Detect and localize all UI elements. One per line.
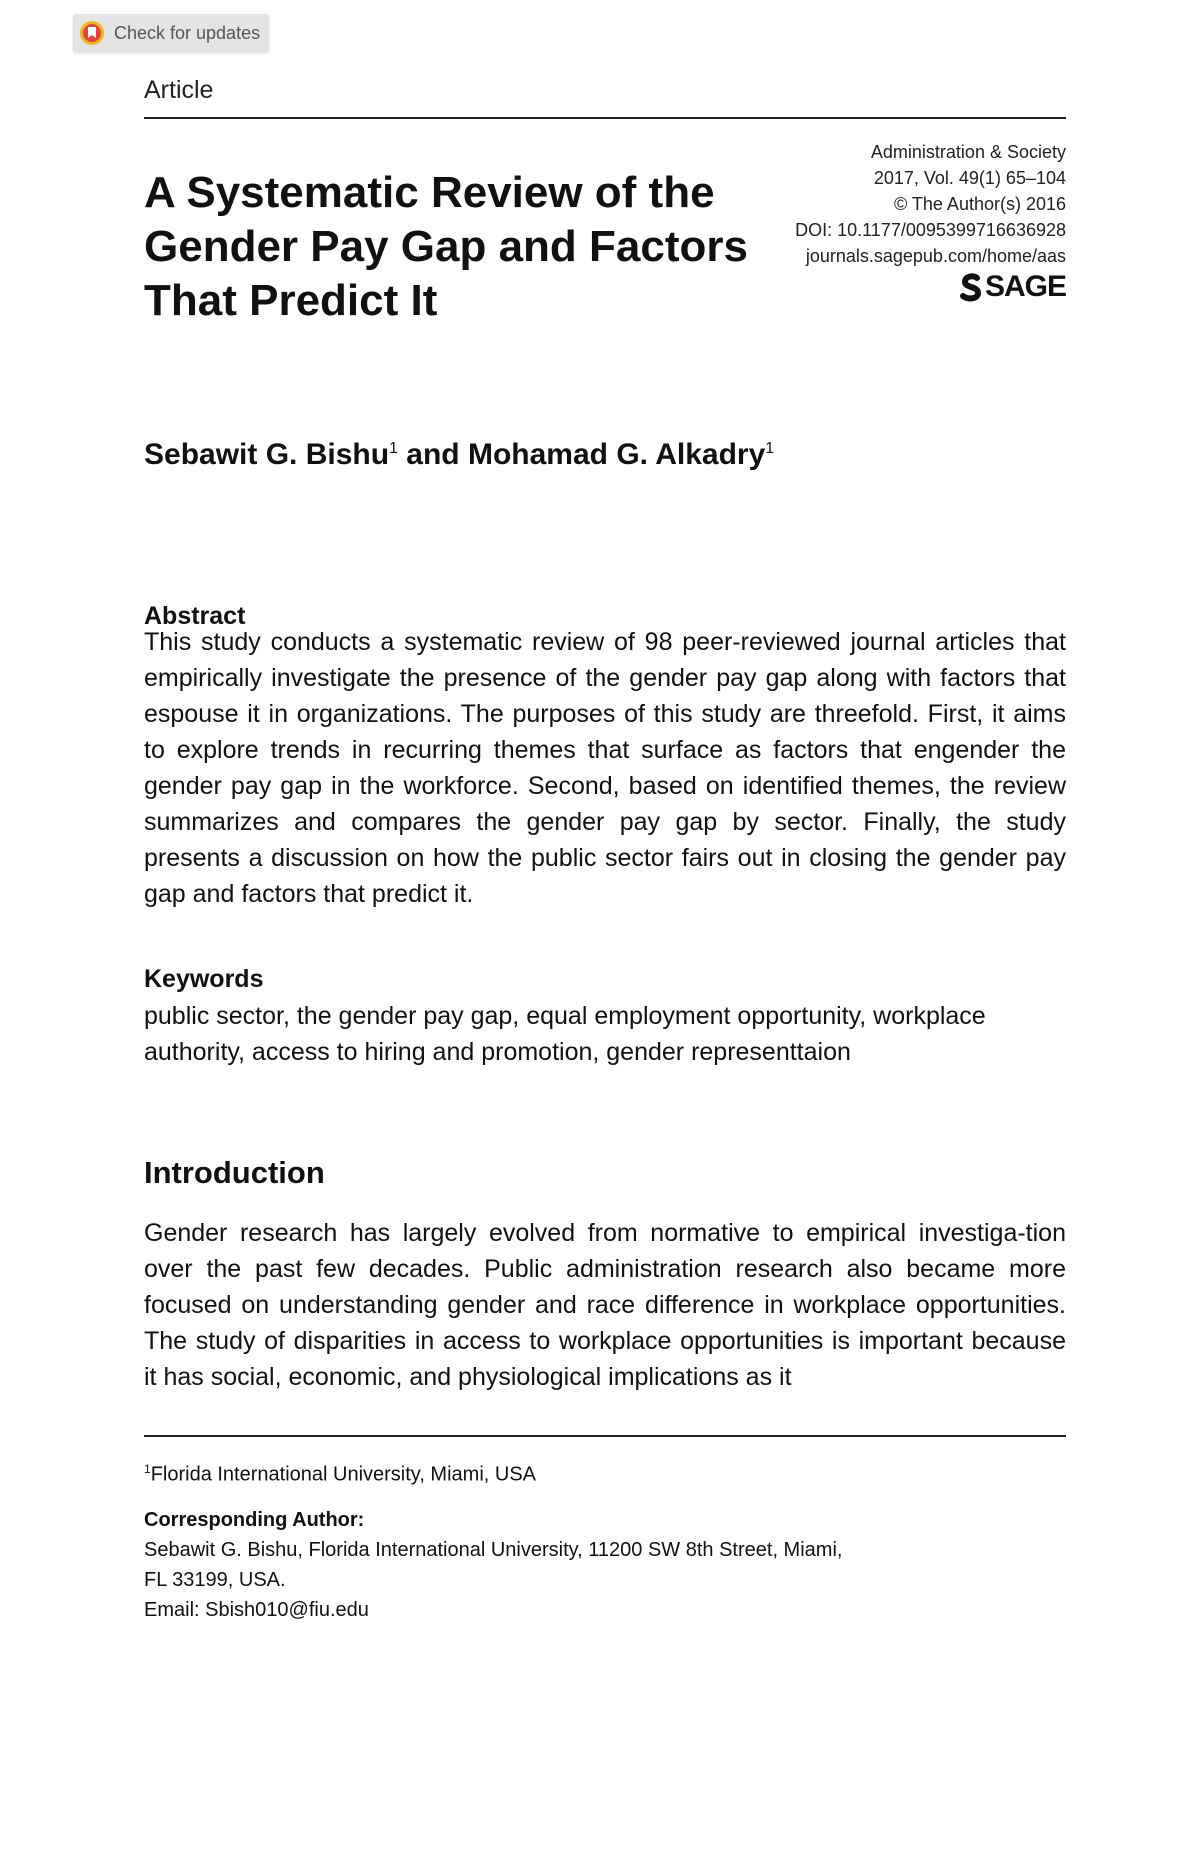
- corresponding-author-label: Corresponding Author:: [144, 1509, 365, 1531]
- sage-logo-mark-icon: [958, 272, 984, 302]
- keywords-heading: Keywords: [144, 965, 264, 993]
- author-list: [144, 438, 774, 472]
- author-first[interactable]: Sebawit G. Bishu: [144, 438, 390, 471]
- affiliation-text: Florida International University, Miami, USA: [150, 1463, 536, 1486]
- keywords-text: public sector, the gender pay gap, equal employment opportunity, workplace authority, access to hiring and promotion, gender representtaion: [144, 1002, 986, 1066]
- affiliation-footnote: [144, 1454, 536, 1490]
- footnote-rule: [144, 1435, 1066, 1437]
- affiliation-marker: 1: [144, 1462, 151, 1476]
- article-title: A Systematic Review of the Gender Pay Gap and Factors That Predict It: [144, 168, 748, 325]
- abstract-text: This study conducts a systematic review of 98 peer-reviewed journal articles that empirically investigate the presence of the gender pay gap along with factors that espouse it in organizations. The purposes of this study are threefold. First, it aims to explore trends in recurring themes that surface as factors that engender the gender pay gap in the workforce. Second, based on identified themes, the review summarizes and compares the gender pay gap by sector. Finally, the study presents a discussion on how the public sector fairs out in closing the gender pay gap and factors that predict it.: [144, 628, 1066, 908]
- journal-url[interactable]: journals.sagepub.com/home/aas: [805, 246, 1066, 266]
- header-rule: [144, 117, 1066, 119]
- article-type-label: Article: [144, 76, 214, 104]
- journal-doi: DOI: 10.1177/0095399716636928: [795, 220, 1066, 240]
- corresponding-author-email[interactable]: Email: Sbish010@fiu.edu: [144, 1599, 369, 1621]
- corresponding-author-line2: FL 33199, USA.: [144, 1569, 286, 1591]
- author-connector: and: [406, 438, 460, 471]
- check-for-updates-label: Check for updates: [114, 22, 261, 43]
- introduction-heading: Introduction: [144, 1155, 325, 1190]
- author-first-affiliation: 1: [389, 440, 398, 457]
- introduction-text: Gender research has largely evolved from normative to empirical investiga-tion over the past few decades. Public administration research also became more focused on understanding gender and race difference in workplace opportunities. The study of disparities in access to workplace opportunities is important because it has social, economic, and physiological implications as it: [144, 1219, 1066, 1391]
- crossmark-icon: [78, 19, 106, 47]
- journal-copyright: © The Author(s) 2016: [893, 194, 1066, 214]
- abstract-heading: Abstract: [144, 602, 246, 630]
- sage-logo-text: SAGE: [984, 270, 1066, 303]
- corresponding-author-line1: Sebawit G. Bishu, Florida International University, 11200 SW 8th Street, Miami,: [144, 1539, 843, 1561]
- author-second-affiliation: 1: [765, 440, 775, 457]
- author-second[interactable]: Mohamad G. Alkadry: [467, 438, 766, 471]
- journal-name: Administration & Society: [870, 142, 1066, 162]
- journal-info: [666, 139, 1066, 269]
- journal-volume: 2017, Vol. 49(1) 65–104: [873, 168, 1066, 188]
- check-for-updates-badge[interactable]: [73, 14, 269, 52]
- sage-logo: [958, 270, 1066, 304]
